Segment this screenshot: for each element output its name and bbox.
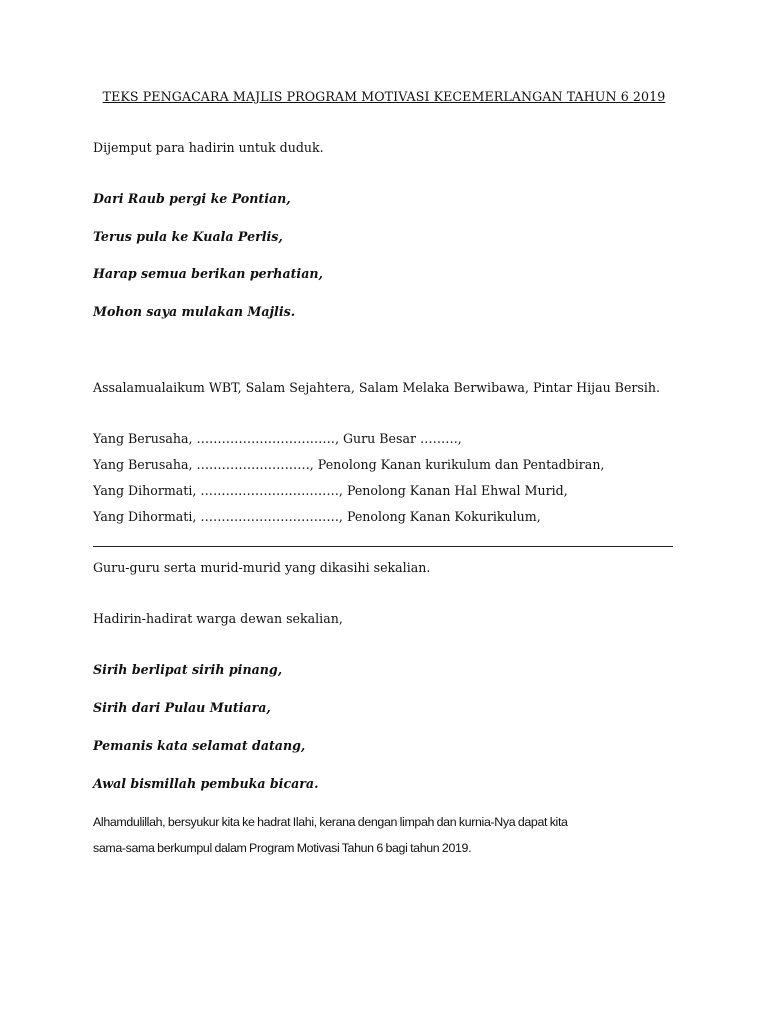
closing-line-2: sama-sama berkumpul dalam Program Motivasi Tahun 6 bagi tahun 2019. — [93, 841, 472, 855]
horizontal-divider — [93, 546, 673, 547]
teachers-greeting: Guru-guru serta murid-murid yang dikasihi sekalian. — [93, 560, 431, 575]
greeting-text: Assalamualaikum WBT, Salam Sejahtera, Salam Melaka Berwibawa, Pintar Hijau Bersih. — [93, 380, 661, 395]
audience-greeting: Hadirin-hadirat warga dewan sekalian, — [93, 611, 343, 626]
dignitary-line-3: Yang Dihormati, ……………………………, Penolong Kanan Hal Ehwal Murid, — [93, 483, 568, 498]
pantun1-line-1: Dari Raub pergi ke Pontian, — [93, 191, 291, 206]
document-title: TEKS PENGACARA MAJLIS PROGRAM MOTIVASI KECEMERLANGAN TAHUN 6 2019 — [102, 89, 666, 104]
pantun2-line-4: Awal bismillah pembuka bicara. — [93, 776, 319, 791]
dignitary-line-2: Yang Berusaha, ………………………, Penolong Kanan kurikulum dan Pentadbiran, — [93, 457, 605, 472]
pantun1-line-2: Terus pula ke Kuala Perlis, — [93, 229, 283, 244]
pantun1-line-4: Mohon saya mulakan Majlis. — [93, 304, 296, 319]
pantun1-line-3: Harap semua berikan perhatian, — [93, 266, 323, 281]
dignitary-line-4: Yang Dihormati, ……………………………, Penolong Kanan Kokurikulum, — [93, 509, 541, 524]
pantun2-line-1: Sirih berlipat sirih pinang, — [93, 662, 283, 677]
pantun2-line-3: Pemanis kata selamat datang, — [93, 738, 306, 753]
pantun2-line-2: Sirih dari Pulau Mutiara, — [93, 700, 271, 715]
closing-line-1: Alhamdulillah, bersyukur kita ke hadrat Ilahi, kerana dengan limpah dan kurnia-Nya dapat kita — [93, 815, 568, 829]
invite-text: Dijemput para hadirin untuk duduk. — [93, 140, 324, 155]
dignitary-line-1: Yang Berusaha, ……………………………, Guru Besar ………, — [93, 431, 462, 446]
